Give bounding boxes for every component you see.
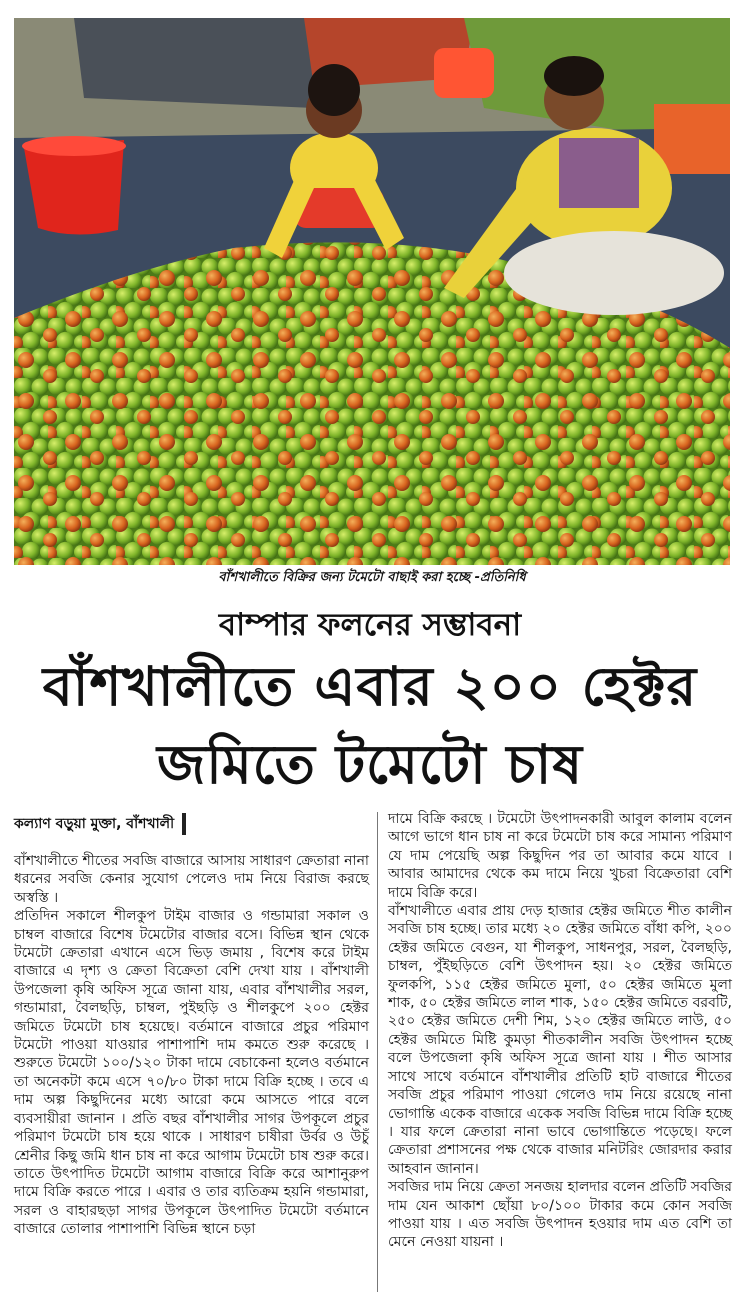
byline: কল্যাণ বড়ুয়া মুক্তা, বাঁশখালী	[14, 813, 186, 835]
photo-caption: বাঁশখালীতে বিক্রির জন্য টমেটো বাছাই করা হচ্ছে -প্রতিনিধি	[218, 570, 526, 585]
main-headline	[10, 648, 730, 804]
kicker-headline: বাম্পার ফলনের সম্ভাবনা	[218, 607, 522, 643]
tomato-photo	[14, 18, 730, 565]
right-paragraph-2: বাঁশখালীতে এবার প্রায় দেড় হাজার হেক্টর জমিতে শীত কালীন সবজি চাষ হচ্ছে। তার মধ্যে ২০ হেক্টর জমিতে বাঁধা কপি, ২০০ হেক্টর জমিতে বেগুন, যা শীলকুপ, সাধনপুর, সরল, বৈলছড়ি, চাম্বল, পুঁইছড়িতে বেশি উৎপাদন হয়। ২০ হেক্টর জমিতে ফুলকপি, ১১৫ হেক্টর জমিতে মুলা, ৫০ হেক্টর জমিতে মুলা শাক, ৫০ হেক্টর জমিতে লাল শাক, ১৫০ হেক্টর জমিতে বরবটি, ২৫০ হেক্টর জমিতে দেশী শিম, ১২০ হেক্টর জমিতে লাউ, ৫০ হেক্টর জমিতে মিষ্টি কুমড়া শীতকালীন সবজি উৎপাদন হচ্ছে বলে উপজেলা কৃষি অফিস সূত্রে জানা যায় । শীত আসার সাথে সাথে বর্তমানে বাঁশখালীর প্রতিটি হাট বাজারে শীতের সবজি প্রচুর পরিমাণ পাওয়া গেলেও দাম নিয়ে রয়েছে নানা ভোগান্তি একেক বাজারে একেক সবজি বিভিন্ন দামে বিক্রি হচ্ছে । যার ফলে ক্রেতারা নানা ভাবে ভোগান্তিতে পড়েছে। ফলে ক্রেতারা প্রশাসনের পক্ষ থেকে বাজার মনিটরিং জোরদার করার আহবান জানান।	[388, 903, 732, 1177]
right-paragraph-1: দামে বিক্রি করছে । টমেটো উৎপাদনকারী আবুল কালাম বলেন আগে ভাগে ধান চাষ না করে টমেটো চাষ করে সামান্য পরিমাণ যে দাম পেয়েছি অল্প কিছুদিন পর তা আবার কমে যাবে । আবার আমাদের থেকে কম দামে নিয়ে খুচরা বিক্রেতারা বেশি দামে বিক্রি করে।	[388, 811, 732, 901]
article-column-left	[14, 852, 369, 1239]
column-divider	[377, 812, 378, 1292]
article-column-right	[388, 810, 732, 1252]
right-paragraph-3: সবজির দাম নিয়ে ক্রেতা সনজয় হালদার বলেন প্রতিটি সবজির দাম যেন আকাশ ছোঁয়া ৮০/১০০ টাকার কমে কোন সবজি পাওয়া যায় । এত সবজি উৎপাদন হওয়ার দাম এত বেশি তা মেনে নেওয়া যায়না ।	[388, 1179, 732, 1251]
left-paragraph-1: বাঁশখালীতে শীতের সবজি বাজারে আসায় সাধারণ ক্রেতারা নানা ধরনের সবজি কেনার সুযোগ পেলেও দাম নিয়ে বিরাজ করছে অস্বস্তি ।	[14, 853, 369, 906]
left-paragraph-2: প্রতিদিন সকালে শীলকুপ টাইম বাজার ও গন্ডামারা সকাল ও চাম্বল বাজারে বিশেষ টমেটোর বাজার বসে। বিভিন্ন স্থান থেকে টমেটো ক্রেতারা এখানে এসে ভিড় জমায় , বিশেষ করে টাইম বাজারে এ দৃশ্য ও ক্রেতা বিক্রেতা বেশি দেখা যায় । বাঁশখালী উপজেলা কৃষি অফিস সূত্রে জানা যায়, এবার বাঁশখালীর সরল, গন্ডামারা, বৈলছড়ি, চাম্বল, পুইছড়ি ও শীলকুপে ২০০ হেক্টর জমিতে টমেটো চাষ হয়েছে। বর্তমানে বাজারে প্রচুর পরিমাণ টমেটো পাওয়া যাওয়ার পাশাপাশি দাম কমতে শুরু করেছে । শুরুতে টমেটো ১০০/১২০ টাকা দামে বেচাকেনা হলেও বর্তমানে তা অনেকটা কমে এসে ৭০/৮০ টাকা দামে বিক্রি হচ্ছে । তবে এ দাম অল্প কিছুদিনের মধ্যে আরো কমে আসতে পারে বলে ব্যবসায়ীরা জানান । প্রতি বছর বাঁশখালীর সাগর উপকূলে প্রচুর পরিমাণ টমেটো চাষ হয়ে থাকে । সাধারণ চাষীরা উর্বর ও উচুঁ শ্রেনীর কিছু জমি ধান চাষ না করে আগাম টমেটো চাষ শুরু করে। তাতে উৎপাদিত টমেটো আগাম বাজারে বিক্রি করে আশানুরুপ দামে বিক্রি করতে পারে । এবার ও তার ব্যতিক্রম হয়নি গন্ডামারা, সরল ও বাহারছড়া সাগর উপকূলে উৎপাদিত টমেটো বর্তমানে বাজারে তোলার পাশাপাশি বিভিন্ন স্থানে চড়া	[14, 908, 369, 1238]
headline-line-2: জমিতে টমেটো চাষ	[156, 733, 584, 796]
headline-line-1: বাঁশখালীতে এবার ২০০ হেক্টর	[42, 655, 698, 718]
